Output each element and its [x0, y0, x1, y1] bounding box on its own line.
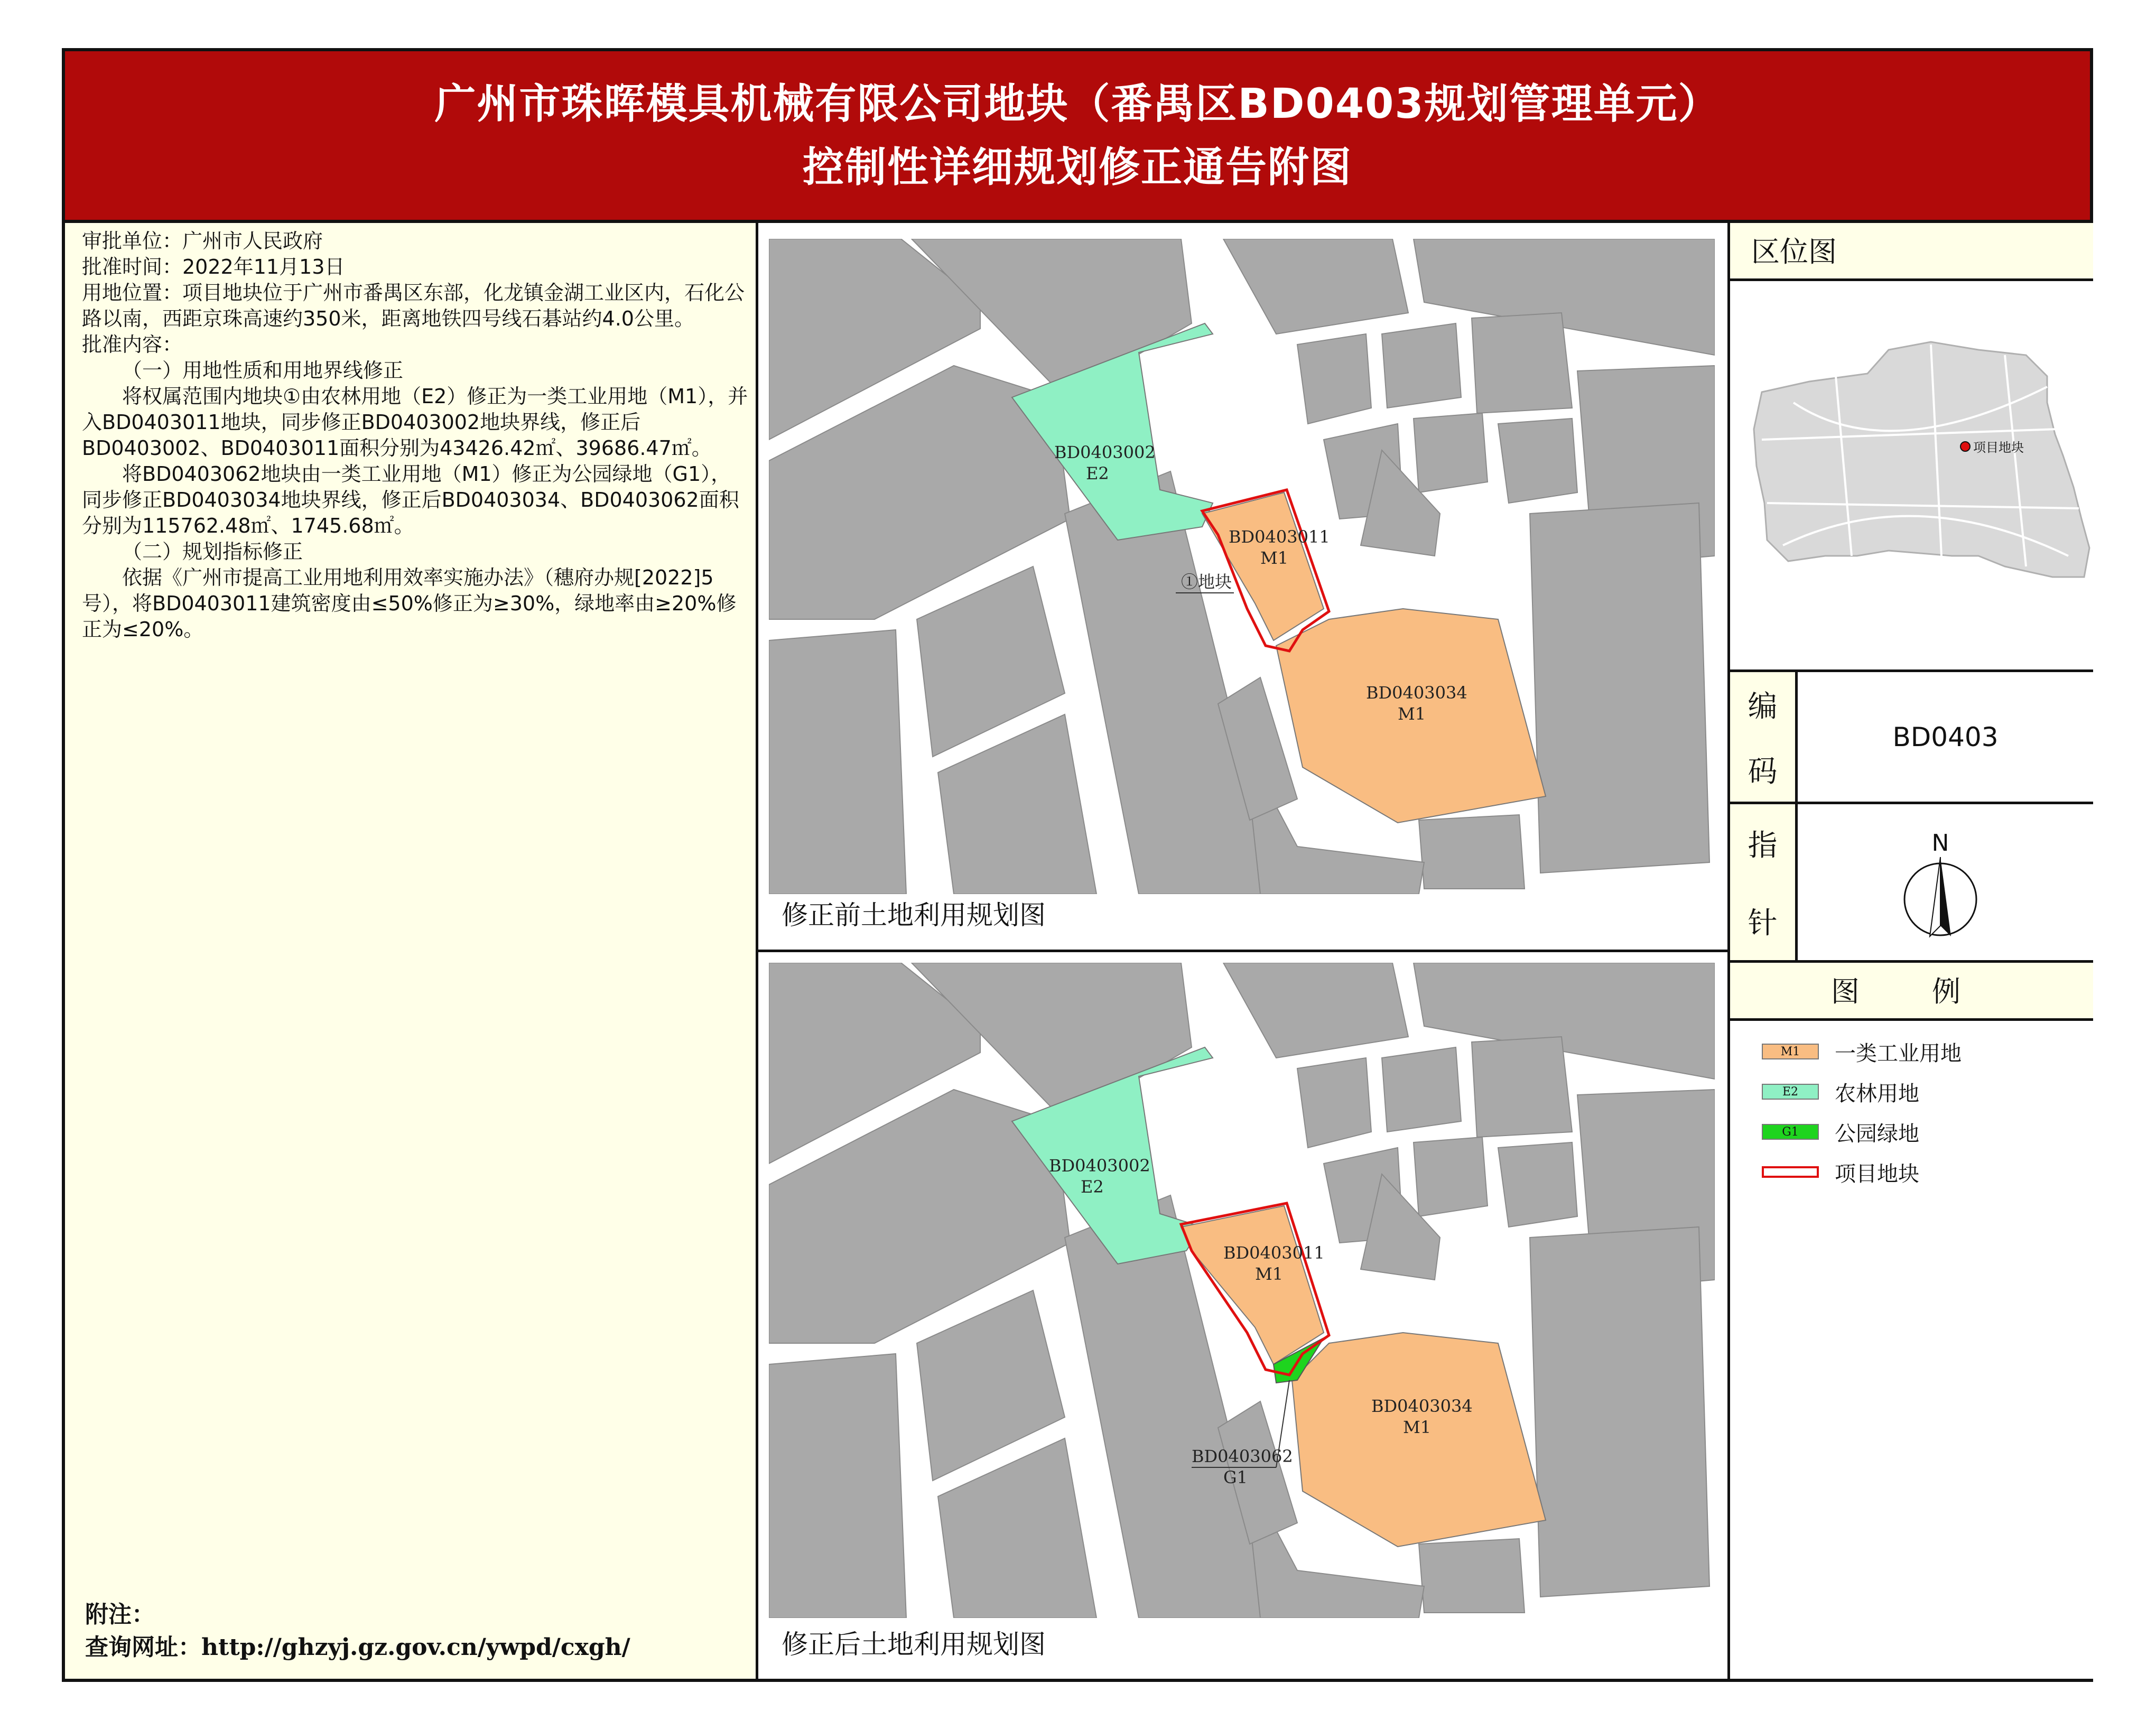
north-letter: N — [1931, 830, 1949, 857]
code-value: BD0403 — [1892, 721, 1999, 752]
location-map — [1730, 281, 2093, 672]
label-m1a-code: BD0403011 — [1229, 527, 1330, 547]
legend-item-boundary — [1762, 1152, 1962, 1192]
map-before — [769, 239, 1715, 894]
code-label — [1730, 672, 1798, 802]
label-m1a-type: M1 — [1260, 548, 1289, 568]
legend-label-e2: 农林用地 — [1835, 1081, 1919, 1106]
title-line-1: 广州市珠晖模具机械有限公司地块（番禺区BD0403规划管理单元） — [434, 80, 1721, 128]
label-g1-code: BD0403062 — [1192, 1446, 1293, 1466]
legend-label-boundary: 项目地块 — [1835, 1161, 1919, 1186]
section-1-heading: （一）用地性质和用地界线修正 — [122, 359, 404, 382]
date-line: 批准时间：2022年11月13日 — [82, 255, 345, 278]
marker-label: 项目地块 — [1973, 440, 2024, 455]
label-m1b-type: M1 — [1398, 704, 1426, 724]
title-line-2: 控制性详细规划修正通告附图 — [802, 143, 1352, 191]
north-box — [1730, 804, 2093, 963]
label-e2-type: E2 — [1086, 463, 1109, 483]
location-map-title: 区位图 — [1730, 223, 2093, 281]
legend-label-m1: 一类工业用地 — [1835, 1041, 1962, 1066]
code-box — [1730, 672, 2093, 804]
label-m1a-type: M1 — [1255, 1264, 1284, 1284]
legend-swatch-e2: E2 — [1762, 1084, 1819, 1100]
paragraph-1: 将权属范围内地块①由农林用地（E2）修正为一类工业用地（M1），并入BD0403011地块，同步修正BD0403002地块界线，修正后BD0403002、BD0403011面积分别为43426.42㎡、39686.47㎡。 — [82, 385, 748, 460]
notes-label: 附注： — [85, 1601, 155, 1628]
label-m1b-code: BD0403034 — [1371, 1396, 1473, 1416]
content-head: 批准内容： — [82, 333, 183, 356]
legend-swatch-g1: G1 — [1762, 1124, 1819, 1140]
label-e2-type: E2 — [1081, 1177, 1104, 1197]
approver-line: 审批单位：广州市人民政府 — [82, 229, 323, 253]
map-before-caption: 修正前土地利用规划图 — [782, 900, 1046, 931]
notes — [85, 1598, 630, 1664]
legend — [1762, 1031, 1962, 1192]
label-g1-type: G1 — [1223, 1467, 1248, 1487]
legend-label-g1: 公园绿地 — [1835, 1121, 1919, 1146]
map-frame — [62, 48, 2093, 1682]
code-label-bottom: 码 — [1748, 754, 1778, 789]
north-label — [1730, 804, 1798, 960]
query-url: 查询网址：http://ghzyj.gz.gov.cn/ywpd/cxgh/ — [85, 1634, 630, 1661]
map-before-panel — [758, 223, 1727, 952]
paragraph-2: 将BD0403062地块由一类工业用地（M1）修正为公园绿地（G1），同步修正BD0403034地块界线，修正后BD0403034、BD0403062面积分别为115762.48㎡、1745.68㎡。 — [82, 462, 739, 537]
section-2-heading: （二）规划指标修正 — [122, 540, 303, 563]
paragraph-3: 依据《广州市提高工业用地利用效率实施办法》（穗府办规[2022]5号），将BD0403011建筑密度由≤50%修正为≥30%，绿地率由≥20%修正为≤20%。 — [82, 566, 737, 641]
map-after — [769, 963, 1715, 1618]
title-banner — [65, 51, 2090, 223]
legend-item-m1 — [1762, 1031, 1962, 1072]
map-after-panel — [758, 952, 1727, 1679]
approval-info-panel — [65, 223, 758, 1679]
legend-swatch-boundary — [1762, 1166, 1819, 1178]
north-arrow-icon — [1798, 804, 2093, 960]
location-line: 用地位置：项目地块位于广州市番禺区东部，化龙镇金湖工业区内，石化公路以南，西距京珠高速约350米，距离地铁四号线石碁站约4.0公里。 — [82, 281, 745, 330]
location-map-svg — [1730, 281, 2093, 669]
legend-swatch-m1: M1 — [1762, 1044, 1819, 1059]
north-label-top: 指 — [1748, 828, 1778, 863]
district-outline — [1754, 342, 2089, 577]
project-marker-icon — [1960, 442, 1970, 451]
legend-item-e2 — [1762, 1072, 1962, 1112]
label-m1a-code: BD0403011 — [1223, 1243, 1325, 1263]
map-after-caption: 修正后土地利用规划图 — [782, 1629, 1046, 1660]
code-label-top: 编 — [1748, 690, 1778, 724]
legend-item-g1 — [1762, 1112, 1962, 1152]
north-label-bottom: 针 — [1748, 906, 1778, 941]
label-m1b-type: M1 — [1403, 1417, 1432, 1437]
approval-text — [82, 228, 750, 643]
right-panel — [1727, 223, 2093, 1679]
label-e2-code: BD0403002 — [1049, 1156, 1150, 1176]
label-parcel-1: ①地块 — [1181, 572, 1232, 592]
legend-title: 图 例 — [1730, 963, 2093, 1021]
label-m1b-code: BD0403034 — [1366, 683, 1467, 703]
label-e2-code: BD0403002 — [1054, 442, 1156, 462]
